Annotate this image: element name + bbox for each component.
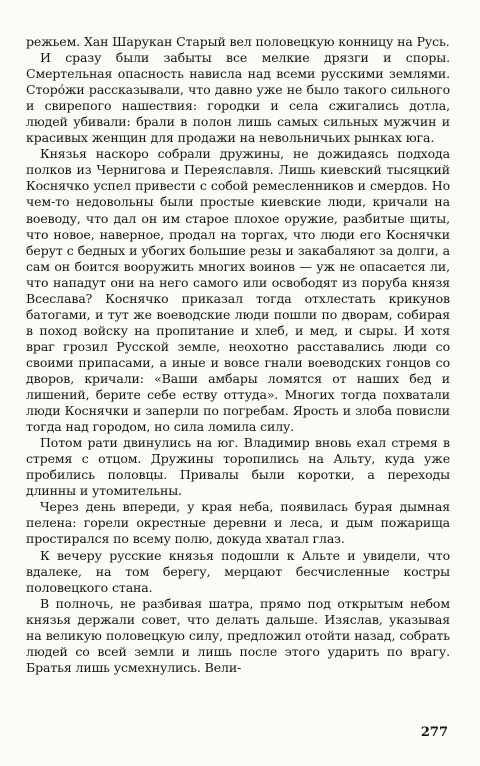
page-number: 277 [420, 725, 448, 740]
body-text [26, 34, 450, 676]
paragraph: И сразу были забыты все мелкие дрязги и споры. Смертельная опасность нависла над всеми русскими землями. Сторо́жи рассказывали, что давно уже не было такого сильного и свирепого нашествия: городки и села сжигались дотла, людей убивали: брали в полон лишь самых сильных мужчин и красивых женщин для продажи на невольничьих рынках юга. [26, 50, 450, 146]
paragraph: Через день впереди, у края неба, появилась бурая дымная пелена: горели окрестные деревни и леса, и дым пожарища простирался по всему полю, докуда хватал глаз. [26, 499, 450, 547]
paragraph: В полночь, не разбивая шатра, прямо под открытым небом князья держали совет, что делать дальше. Изяслав, указывая на великую половецкую силу, предложил отойти назад, собрать людей со всей земли и лишь после этого ударить по врагу. Братья лишь усмехнулись. Вели- [26, 595, 450, 675]
paragraph: режьем. Хан Шарукан Старый вел половецкую конницу на Русь. [26, 34, 450, 49]
paragraph: Князья наскоро собрали дружины, не дожидаясь подхода полков из Чернигова и Переяславля. Лишь киевский тысяцкий Коснячко успел привести с собой ремесленников и смердов. Но чем-то недовольны были простые киевские люди, кричали на воеводу, что дал он им старое плохое оружие, разбитые щиты, что новое, наверное, продал на торгах, что люди его Коснячки берут с бедных и убогих большие резы и закабаляют за долги, а сам он боится вооружить многих воинов — уж не опасается ли, что нападут они на него самого или освободят из поруба князя Всеслава? Коснячко приказал тогда отхлестать крикунов батогами, и тут же воеводские люди пошли по дворам, собирая в поход войску на пропитание и хлеб, и мед, и сыры. И хотя враг грозил Русской земле, неохотно расставались люди со своими припасами, а иные и вовсе гнали воеводских гонцов со дворов, кричали: «Ваши амбары ломятся от наших бед и лишений, берите себе ествy оттуда». Многих тогда похватали люди Коснячки и заперли по погребам. Ярость и злоба повисли тогда над городом, но сила ломила силу. [26, 146, 450, 435]
paragraph: Потом рати двинулись на юг. Владимир вновь ехал стремя в стремя с отцом. Дружины торопились на Альту, куда уже пробились половцы. Привалы были коротки, а переходы длинны и утомительны. [26, 435, 450, 499]
paragraph: К вечеру русские князья подошли к Альте и увидели, что вдалеке, на том берегу, мерцают бесчисленные костры половецкого стана. [26, 547, 450, 595]
